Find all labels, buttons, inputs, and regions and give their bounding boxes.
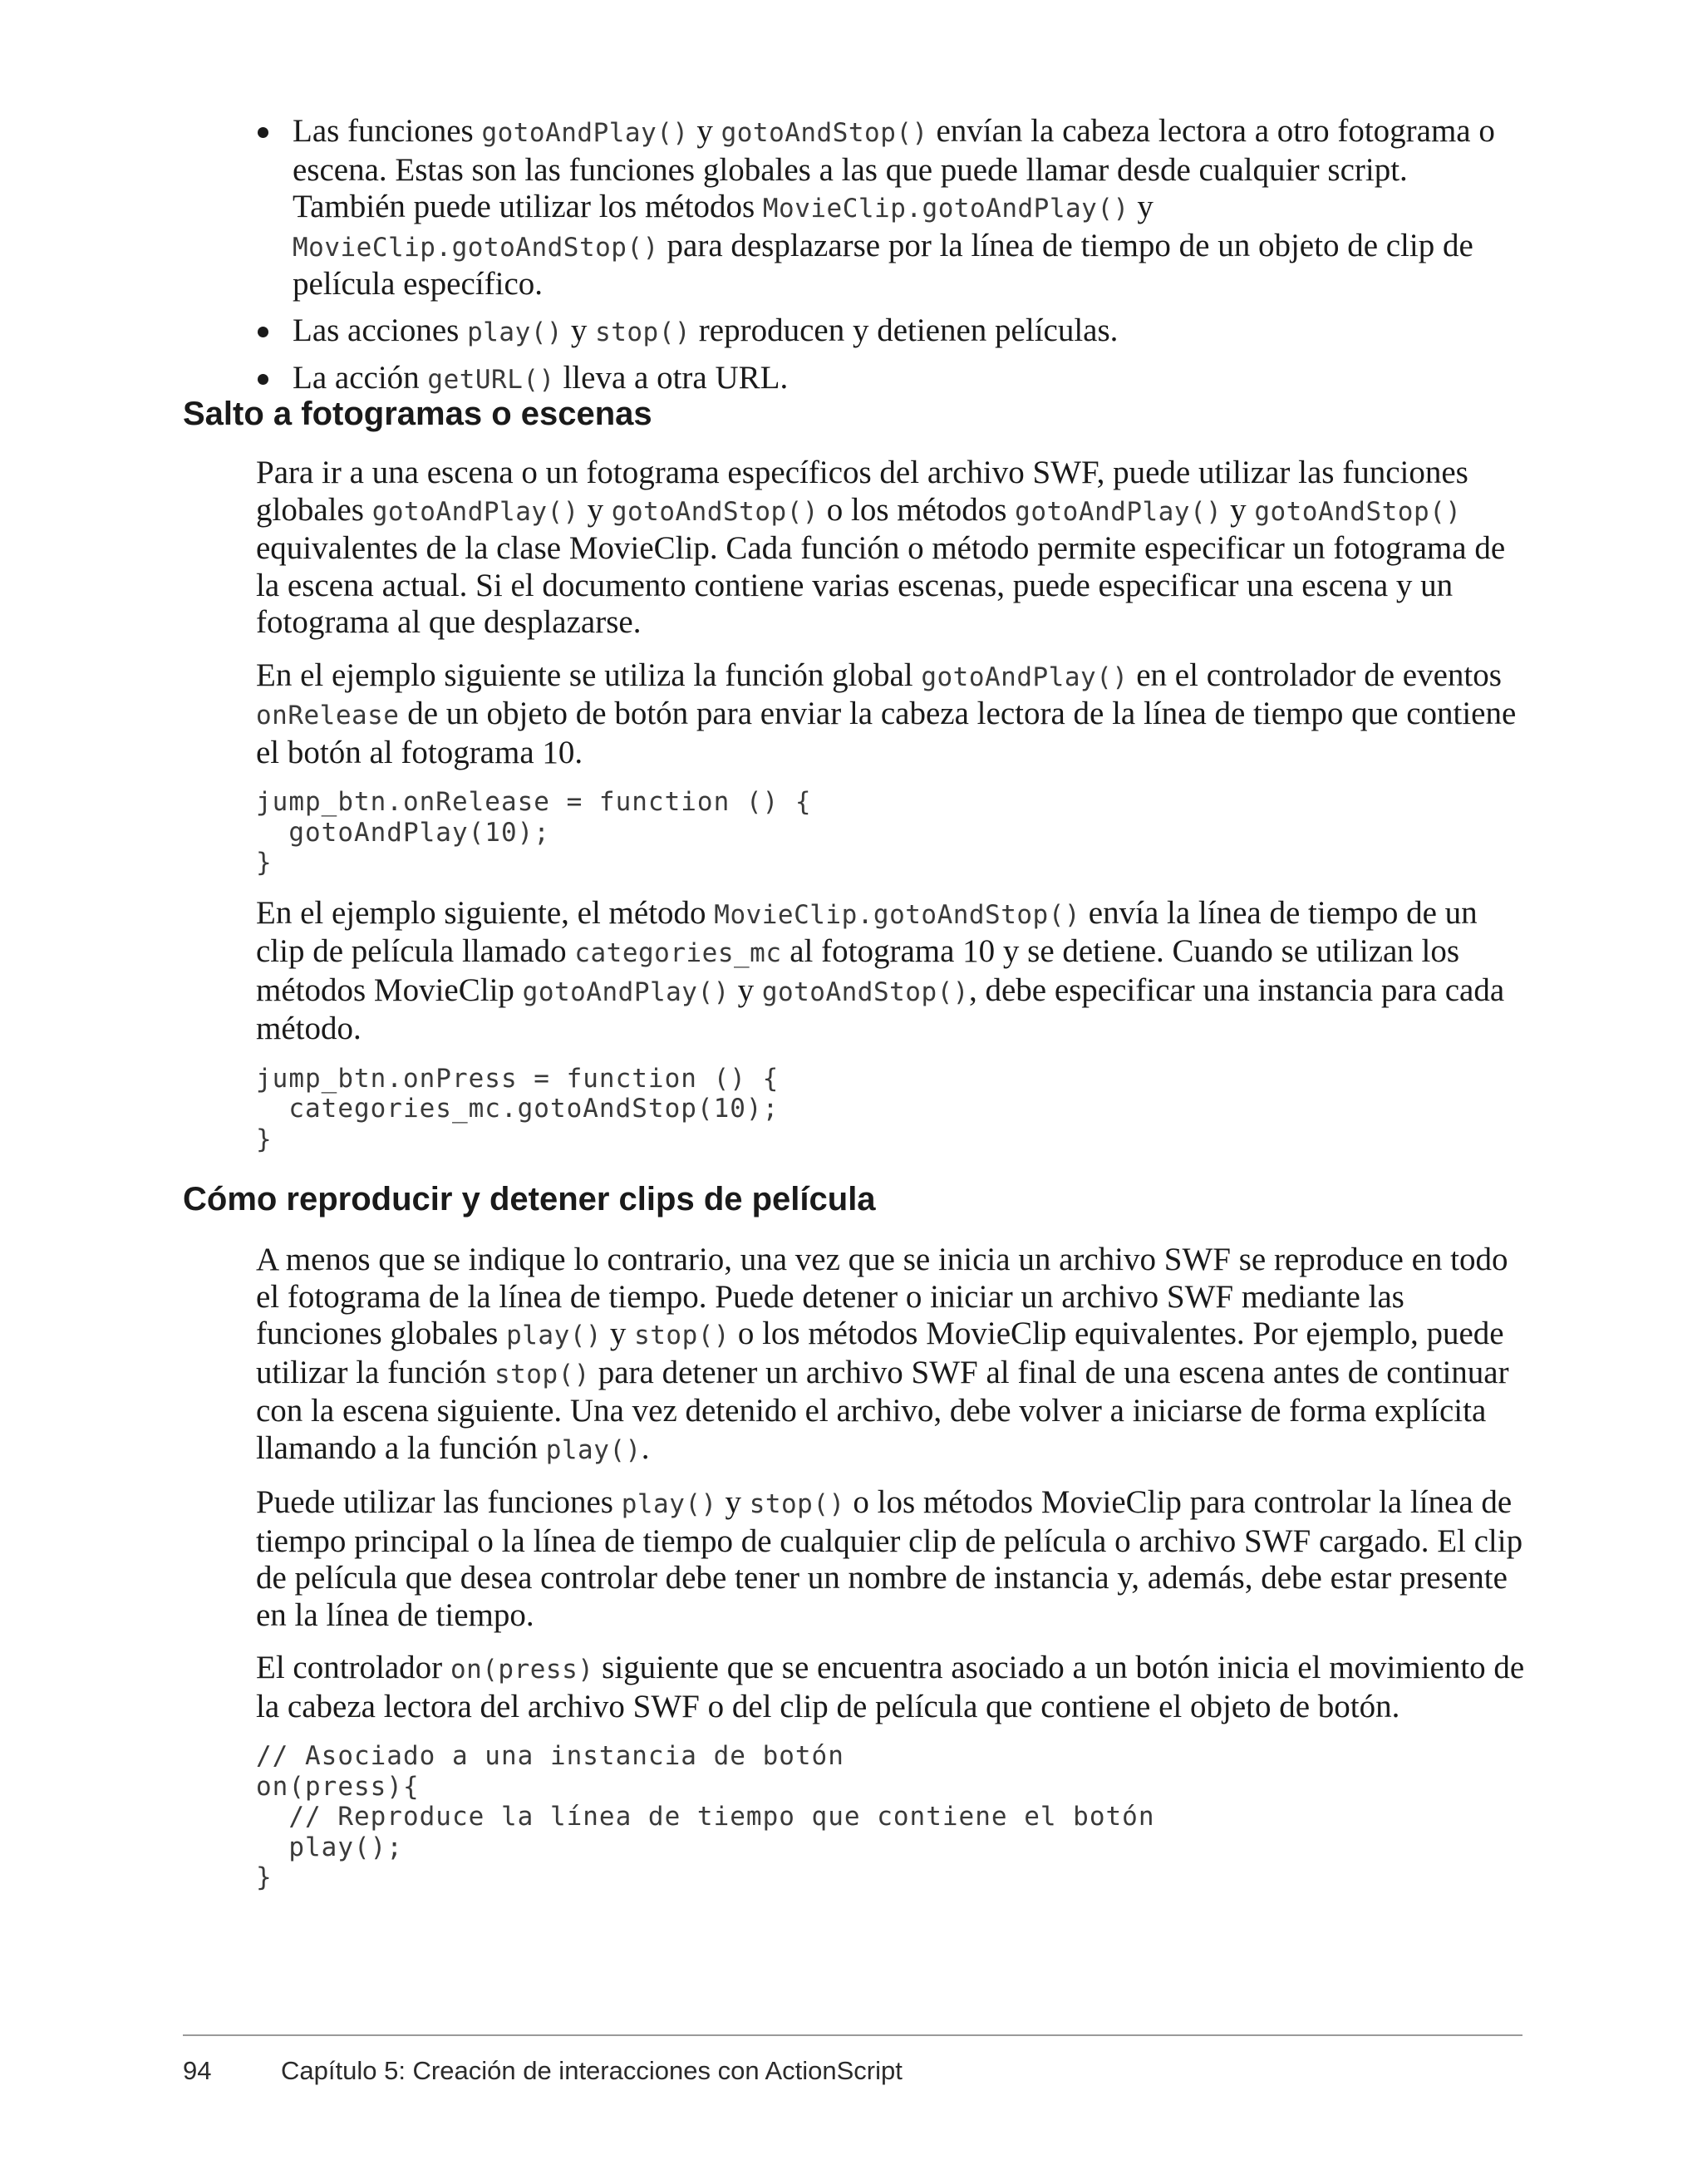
inline-code: play() — [621, 1489, 717, 1519]
text-run: , debe especificar una instancia para cada método. — [256, 971, 1505, 1046]
text-run: o los métodos MovieClip equivalentes. Por ejemplo, puede utilizar la función — [256, 1316, 1504, 1390]
text-run: y — [716, 1484, 750, 1520]
inline-code: getURL() — [427, 365, 555, 395]
text-run: El controlador — [256, 1650, 450, 1685]
text-run: lleva a otra URL. — [554, 360, 789, 396]
inline-code: MovieClip.gotoAndStop() — [293, 232, 659, 263]
paragraph — [256, 455, 1527, 642]
inline-code: onRelease — [256, 701, 400, 730]
inline-code: play() — [506, 1321, 603, 1350]
bullet-item — [256, 312, 1527, 352]
text-run: Para ir a una escena o un fotograma específicos del archivo SWF, puede utilizar las funciones globales — [256, 455, 1468, 528]
paragraph — [256, 895, 1527, 1048]
bullet-dot-icon — [258, 327, 268, 337]
text-run: reproducen y detienen películas. — [691, 312, 1119, 348]
inline-code: play() — [467, 317, 563, 347]
inline-code: stop() — [749, 1489, 845, 1519]
text-run: para detener un archivo SWF al final de una escena antes de continuar con la escena siguiente. Una vez detenido el archivo, debe volver a iniciarse de forma explícita llamando a la función — [256, 1354, 1509, 1466]
paragraph — [256, 1650, 1527, 1725]
text-run: y — [578, 491, 612, 528]
section-body-reproducir — [256, 1242, 1527, 1910]
paragraph — [256, 1484, 1527, 1634]
text-run: y — [563, 312, 596, 348]
text-run: o los métodos — [819, 491, 1016, 528]
text-run: siguiente que se encuentra asociado a un botón inicia el movimiento de la cabeza lectora del archivo SWF o del clip de película que contiene el objeto de botón. — [256, 1650, 1525, 1724]
text-run: La acción — [293, 360, 428, 396]
inline-code: stop() — [494, 1359, 590, 1390]
text-run: A menos que se indique lo contrario, una vez que se inicia un archivo SWF se reproduce en todo el fotograma de la línea de tiempo. Puede detener o iniciar un archivo SWF mediante las funciones globales — [256, 1242, 1508, 1351]
chapter-title: Capítulo 5: Creación de interacciones con ActionScript — [281, 2056, 903, 2085]
text-run: y — [1129, 189, 1154, 224]
bullet-text — [293, 360, 1527, 399]
section-body-salto — [256, 455, 1527, 1171]
inline-code: gotoAndStop() — [721, 118, 928, 148]
inline-code: MovieClip.gotoAndStop() — [714, 899, 1081, 930]
bullet-dot-icon — [258, 374, 268, 385]
text-run: para desplazarse por la línea de tiempo de un objeto de clip de película específico. — [293, 227, 1473, 302]
text-run: en el controlador de eventos — [1128, 657, 1502, 693]
inline-code: stop() — [595, 317, 691, 347]
page-number: 94 — [183, 2056, 212, 2085]
text-run: y — [729, 971, 762, 1008]
text-run: equivalentes de la clase MovieClip. Cada función o método permite especificar un fotograma de la escena actual. Si el documento contiene varias escenas, puede especificar una escena y un fotograma al que desplazarse. — [256, 530, 1506, 640]
inline-code: gotoAndStop() — [611, 496, 819, 527]
text-run: Las acciones — [293, 312, 468, 348]
text-run: y — [1222, 491, 1255, 528]
section-heading-salto: Salto a fotogramas o escenas — [183, 396, 652, 432]
text-run: o los métodos MovieClip para controlar la línea de tiempo principal o la línea de tiempo de cualquier clip de película o archivo SWF cargado. El clip de película que desea controlar debe tener un nombre de instancia y, además, debe estar presente en la línea de tiempo. — [256, 1484, 1523, 1633]
text-run: Puede utilizar las funciones — [256, 1484, 622, 1520]
text-run: envían la cabeza lectora a otro fotograma o escena. Estas son las funciones globales a las que puede llamar desde cualquier script. También puede utilizar los métodos — [293, 113, 1495, 224]
text-run: Las funciones — [293, 113, 482, 149]
bullet-text — [293, 312, 1527, 352]
text-run: y — [602, 1316, 635, 1351]
inline-code: stop() — [634, 1321, 730, 1350]
text-run: En el ejemplo siguiente se utiliza la función global — [256, 657, 922, 693]
text-run: En el ejemplo siguiente, el método — [256, 894, 715, 931]
inline-code: gotoAndPlay() — [1015, 496, 1222, 527]
inline-code: categories_mc — [574, 938, 782, 968]
code-block: // Asociado a una instancia de botón on(press){ // Reproduce la línea de tiempo que contiene el botón play(); } — [256, 1741, 1155, 1892]
code-block: jump_btn.onPress = function () { categories_mc.gotoAndStop(10); } — [256, 1063, 780, 1154]
inline-code: gotoAndStop() — [761, 976, 969, 1007]
text-run: de un objeto de botón para enviar la cabeza lectora de la línea de tiempo que contiene el botón al fotograma 10. — [256, 696, 1517, 770]
inline-code: gotoAndPlay() — [921, 662, 1129, 692]
inline-code: gotoAndPlay() — [481, 118, 689, 148]
inline-code: gotoAndPlay() — [522, 976, 730, 1007]
bullet-item — [256, 360, 1527, 399]
inline-code: gotoAndPlay() — [371, 496, 579, 527]
text-run: envía la línea de tiempo de un clip de película llamado — [256, 894, 1478, 969]
paragraph — [256, 1242, 1527, 1468]
inline-code: on(press) — [450, 1655, 594, 1685]
section-heading-reproducir: Cómo reproducir y detener clips de película — [183, 1181, 876, 1217]
page-footer — [183, 2056, 903, 2086]
inline-code: MovieClip.gotoAndPlay() — [762, 194, 1129, 224]
text-run: al fotograma 10 y se detiene. Cuando se utilizan los métodos MovieClip — [256, 933, 1460, 1008]
bullet-text — [293, 113, 1527, 303]
inline-code: play() — [545, 1434, 642, 1465]
text-run: . — [641, 1429, 650, 1466]
bullet-dot-icon — [258, 127, 268, 138]
bullet-item — [256, 113, 1527, 303]
code-block: jump_btn.onRelease = function () { gotoAndPlay(10); } — [256, 787, 812, 878]
inline-code: gotoAndStop() — [1254, 496, 1462, 527]
text-run: y — [688, 113, 721, 149]
footer-divider — [183, 2034, 1522, 2036]
bullet-list — [256, 113, 1527, 408]
paragraph — [256, 657, 1527, 772]
